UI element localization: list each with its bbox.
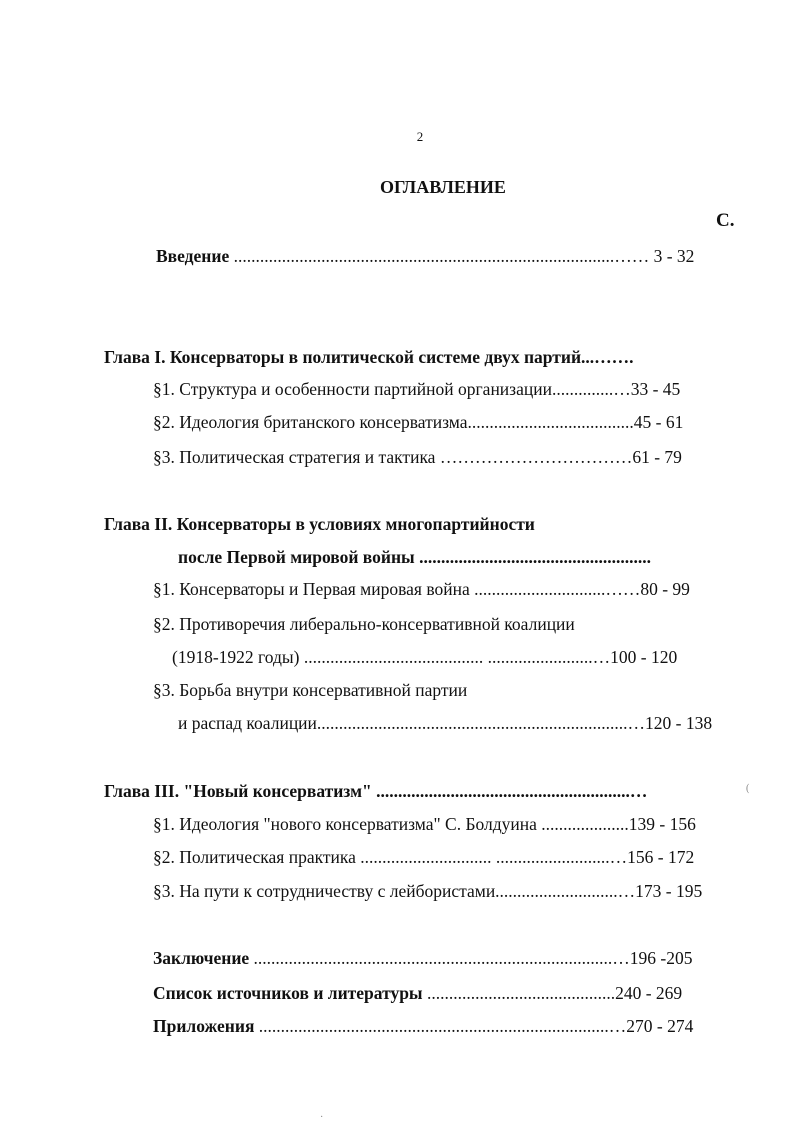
toc-chapter-2-section-1: §1. Консерваторы и Первая мировая война ..............................……80 - 99 [153,579,690,599]
toc-chapter-2-section-3-title: §3. Борьба внутри консервативной партии [153,680,468,700]
toc-chapter-3-section-1: §1. Идеология "нового консерватизма" С. Болдуина ....................139 - 156 [153,814,696,834]
toc-entry-appendix-text: Приложения ................................................................................…270 - 274 [153,1016,694,1036]
toc-entry-conclusion-text: Заключение ..................................................................................…196 -205 [153,948,693,968]
page-column-label: С. [716,210,735,231]
toc-chapter-2-section-2-title: §2. Противоречия либерально-консервативной коалиции [153,614,575,634]
toc-chapter-1-section-1: §1. Структура и особенности партийной организации..............…33 - 45 [153,379,681,399]
toc-entry-appendix [153,1015,728,1037]
toc-entry-sources [153,982,728,1004]
toc-chapter-2-heading-line2: после Первой мировой войны ..................................................... [178,547,651,567]
toc-chapter-1-section-3: §3. Политическая стратегия и тактика ……………………………61 - 79 [153,447,682,467]
toc-chapter-1-heading: Глава I. Консерваторы в политической системе двух партий...……. [104,347,634,367]
toc-chapter-2-section-3-cont: и распад коалиции.......................................................................…120 - 138 [178,713,713,733]
toc-entry-introduction-text: Введение .......................................................................................…… 3 - 32 [156,246,695,266]
scan-mark: ( [746,783,750,794]
toc-entry-introduction [156,245,716,267]
page-number: 2 [416,129,424,144]
toc-chapter-3-heading: Глава III. "Новый консерватизм" ..........................................................… [104,781,648,801]
toc-chapter-3-section-2: §2. Политическая практика .............................. ..........................…156 - 172 [153,847,695,867]
document-title: ОГЛАВЛЕНИЕ [380,177,506,197]
toc-entry-conclusion [153,947,728,969]
scan-dot: · [320,1112,324,1123]
toc-chapter-2-heading-line1: Глава II. Консерваторы в условиях многопартийности [104,514,535,534]
toc-chapter-1-section-2: §2. Идеология британского консерватизма......................................45 - 61 [153,412,684,432]
toc-entry-sources-text: Список источников и литературы ...........................................240 - 269 [153,983,683,1003]
toc-chapter-2-section-2-dates: (1918-1922 годы) ......................................... ........................…100 - 120 [172,647,678,667]
toc-chapter-3-section-3: §3. На пути к сотрудничеству с лейбористами............................…173 - 195 [153,881,703,901]
